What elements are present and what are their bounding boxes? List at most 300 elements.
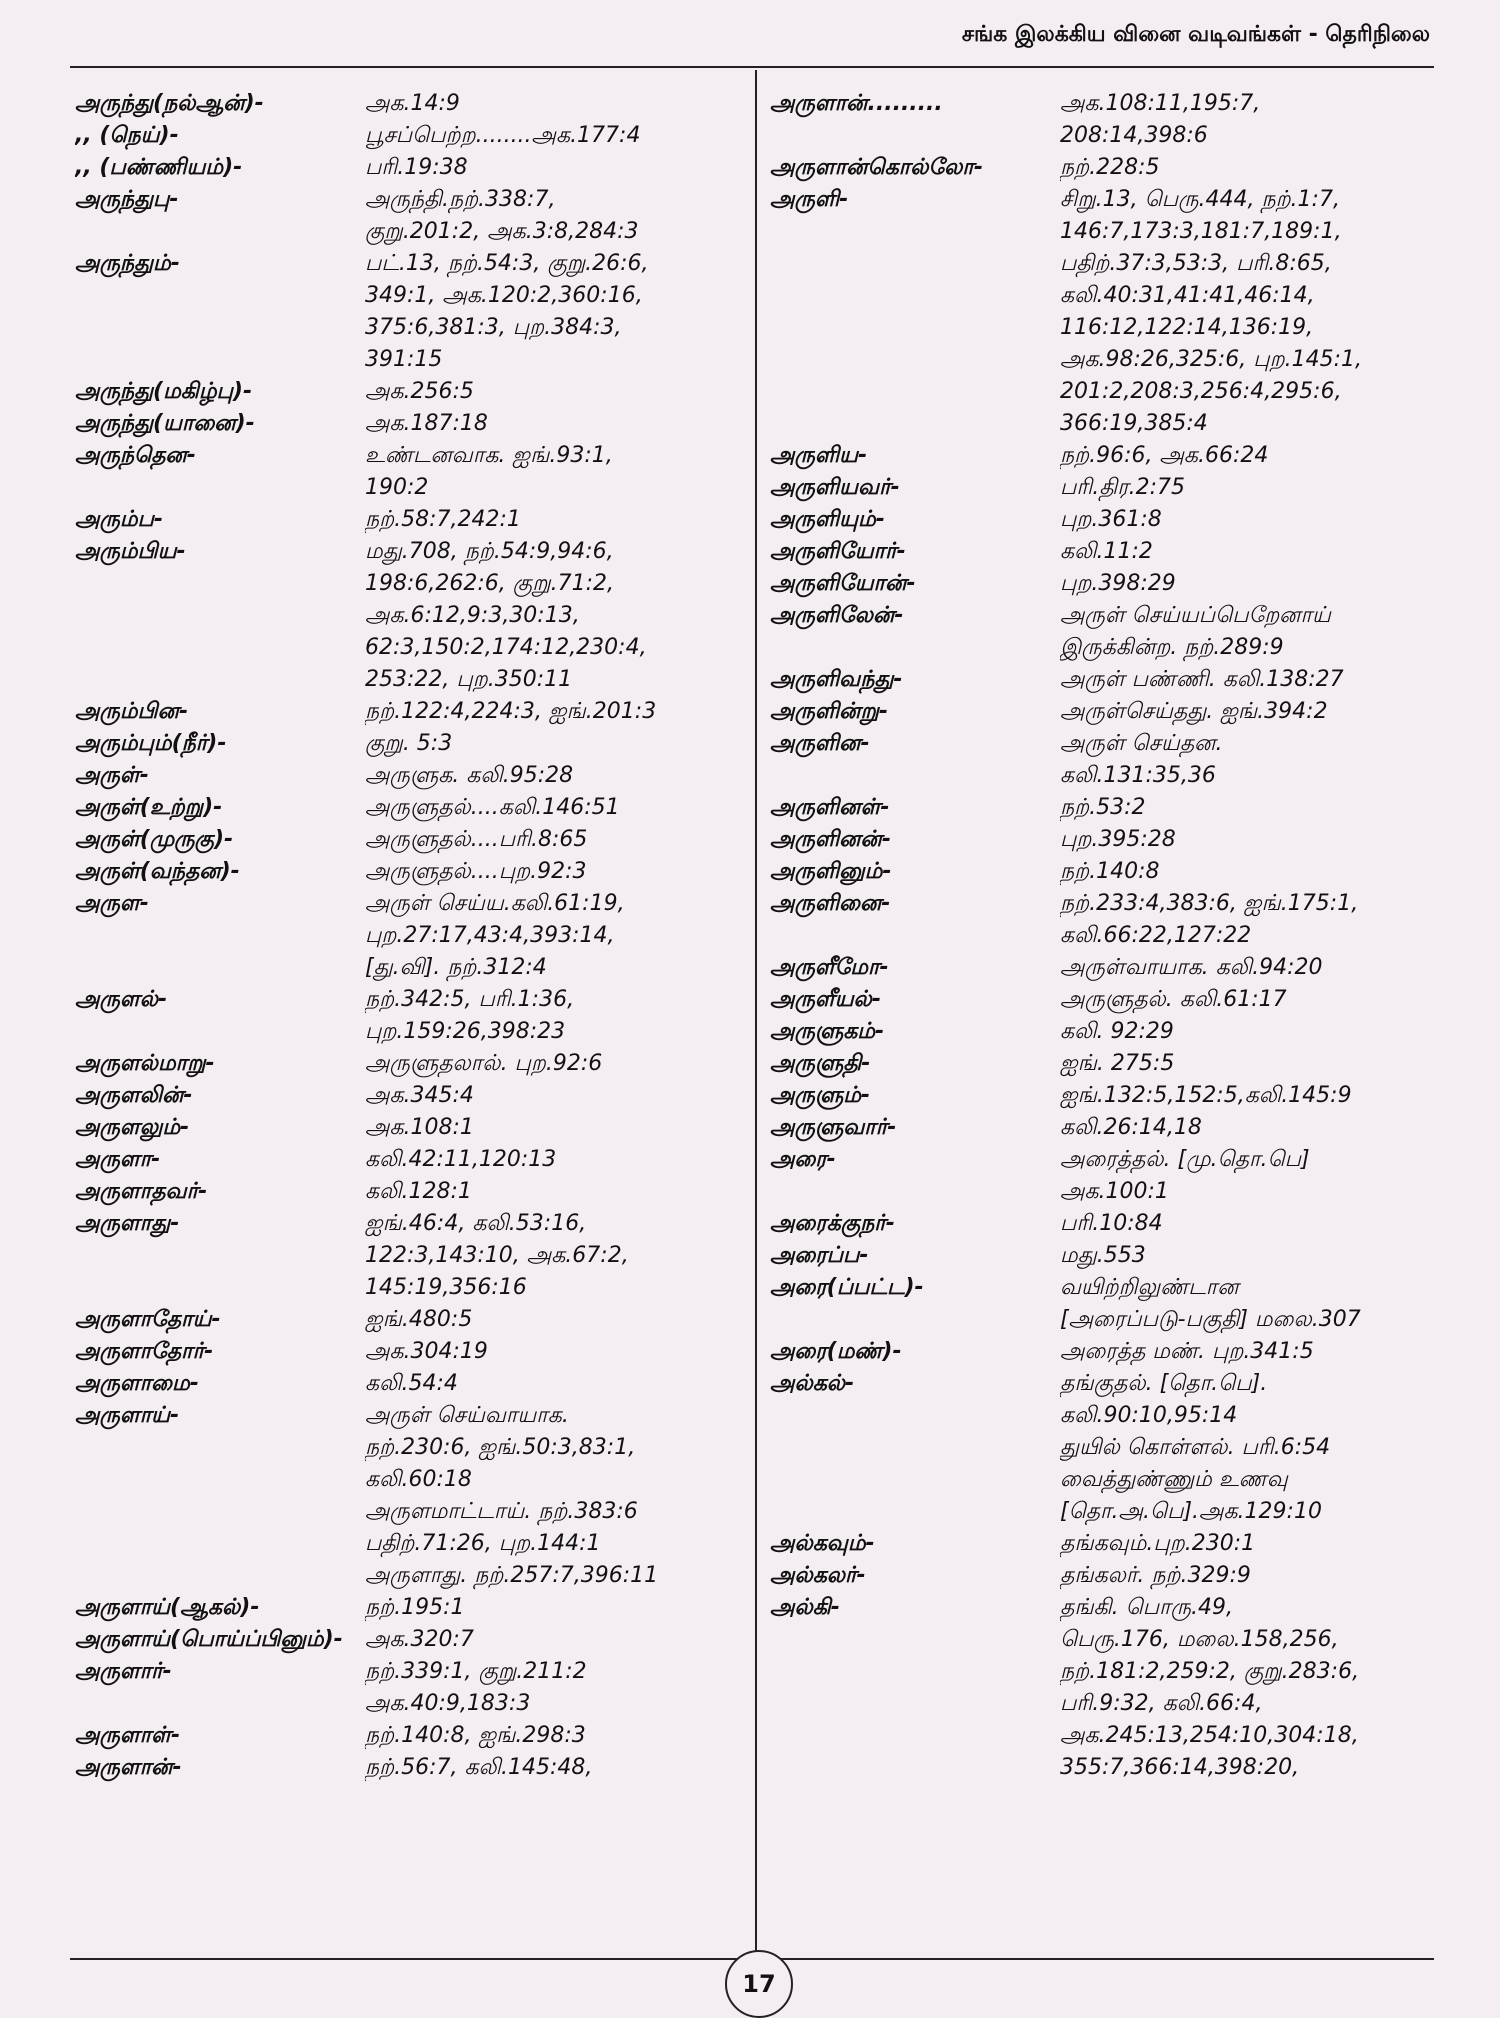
reference-line: 391:15 <box>365 347 443 372</box>
entry-references <box>1060 952 1450 984</box>
index-entry <box>75 1656 745 1720</box>
index-entry <box>75 408 745 440</box>
entry-headword: அல்கல்- <box>770 1371 855 1396</box>
entry-references <box>1060 1240 1450 1272</box>
reference-line: தங்கி. பொரு.49, <box>1060 1595 1233 1620</box>
index-entry <box>75 856 745 888</box>
reference-line: அக.245:13,254:10,304:18, <box>1060 1723 1359 1748</box>
entry-headword: அருள்(முருகு)- <box>75 827 234 852</box>
reference-line: அக.14:9 <box>365 91 460 116</box>
reference-line: 198:6,262:6, குறு.71:2, <box>365 571 614 596</box>
reference-line: பெரு.176, மலை.158,256, <box>1060 1627 1339 1652</box>
entry-references <box>365 376 745 408</box>
entry-headword: அருளினை- <box>770 891 891 916</box>
entry-headword: அருளாய்- <box>75 1403 180 1428</box>
reference-line: அக.320:7 <box>365 1627 474 1652</box>
index-entry <box>770 1048 1450 1080</box>
reference-line: பதிற்.71:26, புற.144:1 <box>365 1531 601 1556</box>
reference-line: புற.395:28 <box>1060 827 1176 852</box>
index-entry <box>75 1304 745 1336</box>
entry-headword: அருளீயல்- <box>770 987 881 1012</box>
entry-headword: அரும்பிய- <box>75 539 186 564</box>
entry-headword: அருளுகம்- <box>770 1019 885 1044</box>
reference-line: அருள் பண்ணி. கலி.138:27 <box>1060 667 1344 692</box>
entry-references <box>1060 1336 1450 1368</box>
index-entry <box>75 1368 745 1400</box>
entry-references <box>365 536 745 696</box>
index-entry <box>75 1080 745 1112</box>
entry-references <box>1060 472 1450 504</box>
entry-references <box>365 1656 745 1720</box>
index-entry <box>75 1400 745 1592</box>
index-entry <box>770 1112 1450 1144</box>
entry-headword: அருளான்......... <box>770 91 943 116</box>
index-entry <box>770 696 1450 728</box>
reference-line: புற.361:8 <box>1060 507 1162 532</box>
reference-line: 122:3,143:10, அக.67:2, <box>365 1243 629 1268</box>
reference-line: 375:6,381:3, புற.384:3, <box>365 315 622 340</box>
reference-line: கலி. 92:29 <box>1060 1019 1174 1044</box>
entry-headword: அல்கி- <box>770 1595 840 1620</box>
entry-references <box>365 120 745 152</box>
index-entry <box>770 1016 1450 1048</box>
entry-headword: அருளியோன்- <box>770 571 916 596</box>
entry-headword: அருளாது- <box>75 1211 180 1236</box>
reference-line: நற்.228:5 <box>1060 155 1160 180</box>
entry-references <box>1060 1528 1450 1560</box>
index-entry <box>75 1048 745 1080</box>
reference-line: அருளமாட்டாய். நற்.383:6 <box>365 1499 638 1524</box>
entry-references <box>1060 440 1450 472</box>
reference-line: புற.398:29 <box>1060 571 1176 596</box>
entry-headword: அரைக்குநர்- <box>770 1211 895 1236</box>
index-entry <box>75 504 745 536</box>
reference-line: அருள் செய்ய.கலி.61:19, <box>365 891 625 916</box>
reference-line: கலி.42:11,120:13 <box>365 1147 557 1172</box>
index-entry <box>75 152 745 184</box>
entry-headword: ,, (பண்ணியம்)- <box>75 155 243 180</box>
reference-line: கலி.66:22,127:22 <box>1060 923 1252 948</box>
entry-headword: அருளான்- <box>75 1755 182 1780</box>
index-entry <box>770 536 1450 568</box>
reference-line: 116:12,122:14,136:19, <box>1060 315 1314 340</box>
reference-line: 208:14,398:6 <box>1060 123 1208 148</box>
reference-line: தங்கலர். நற்.329:9 <box>1060 1563 1251 1588</box>
index-entry <box>75 984 745 1048</box>
reference-line: [அரைப்படு-பகுதி] மலை.307 <box>1060 1307 1361 1332</box>
entry-references <box>1060 88 1450 152</box>
reference-line: அருளுக. கலி.95:28 <box>365 763 574 788</box>
reference-line: அருளுதல். கலி.61:17 <box>1060 987 1287 1012</box>
index-entry <box>770 824 1450 856</box>
reference-line: அருள் செய்வாயாக. <box>365 1403 569 1428</box>
entry-references <box>1060 1016 1450 1048</box>
index-entry <box>770 1368 1450 1528</box>
reference-line: பரி.9:32, கலி.66:4, <box>1060 1691 1263 1716</box>
reference-line: அக.40:9,183:3 <box>365 1691 531 1716</box>
index-entry <box>75 1112 745 1144</box>
entry-references <box>365 1144 745 1176</box>
reference-line: நற்.58:7,242:1 <box>365 507 521 532</box>
index-entry <box>770 472 1450 504</box>
index-entry <box>770 1336 1450 1368</box>
entry-references <box>365 984 745 1048</box>
entry-headword: அருள்(வந்தன)- <box>75 859 240 884</box>
index-entry <box>75 248 745 376</box>
entry-headword: அருந்துபு- <box>75 187 179 212</box>
entry-references <box>1060 600 1450 664</box>
reference-line: 201:2,208:3,256:4,295:6, <box>1060 379 1342 404</box>
reference-line: நற்.195:1 <box>365 1595 465 1620</box>
index-entry <box>770 1208 1450 1240</box>
reference-line: அக.108:1 <box>365 1115 474 1140</box>
reference-line: துயில் கொள்ளல். பரி.6:54 <box>1060 1435 1331 1460</box>
index-entry <box>770 1080 1450 1112</box>
index-entry <box>75 792 745 824</box>
reference-line: மது.708, நற்.54:9,94:6, <box>365 539 614 564</box>
index-entry <box>75 760 745 792</box>
reference-line: அருள் செய்தன. <box>1060 731 1223 756</box>
reference-line: அருள் செய்யப்பெறேனாய் <box>1060 603 1331 628</box>
index-entry <box>75 120 745 152</box>
reference-line: இருக்கின்ற. நற்.289:9 <box>1060 635 1284 660</box>
entry-references <box>1060 184 1450 440</box>
entry-references <box>365 888 745 984</box>
top-rule <box>70 66 1434 68</box>
index-entry <box>75 1624 745 1656</box>
reference-line: அருள்வாயாக. கலி.94:20 <box>1060 955 1323 980</box>
entry-references <box>365 88 745 120</box>
entry-references <box>1060 568 1450 600</box>
entry-references <box>365 792 745 824</box>
entry-references <box>1060 152 1450 184</box>
entry-headword: அருந்தும்- <box>75 251 180 276</box>
index-entry <box>75 440 745 504</box>
entry-headword: அருளின்று- <box>770 699 889 724</box>
reference-line: கலி.60:18 <box>365 1467 472 1492</box>
index-entry <box>75 1720 745 1752</box>
running-header: சங்க இலக்கிய வினை வடிவங்கள் - தெரிநிலை <box>961 22 1430 47</box>
reference-line: தங்கவும்.புற.230:1 <box>1060 1531 1256 1556</box>
reference-line: நற்.140:8, ஐங்.298:3 <box>365 1723 586 1748</box>
entry-headword: அருந்து(மகிழ்பு)- <box>75 379 253 404</box>
entry-references <box>1060 536 1450 568</box>
index-entry <box>770 88 1450 152</box>
entry-references <box>1060 984 1450 1016</box>
entry-references <box>365 1368 745 1400</box>
reference-line: பரி.10:84 <box>1060 1211 1163 1236</box>
reference-line: வைத்துண்ணும் உணவு <box>1060 1467 1288 1492</box>
reference-line: நற்.53:2 <box>1060 795 1146 820</box>
entry-headword: அருளல்மாறு- <box>75 1051 215 1076</box>
reference-line: பரி.19:38 <box>365 155 468 180</box>
entry-headword: அருளல்- <box>75 987 168 1012</box>
entry-headword: அரைப்ப- <box>770 1243 869 1268</box>
entry-headword: அருளலும்- <box>75 1115 190 1140</box>
entry-references <box>365 1176 745 1208</box>
entry-headword: அல்கவும்- <box>770 1531 875 1556</box>
reference-line: அக.108:11,195:7, <box>1060 91 1261 116</box>
reference-line: தங்குதல். [தொ.பெ]. <box>1060 1371 1268 1396</box>
entry-references <box>365 1336 745 1368</box>
entry-references <box>1060 504 1450 536</box>
reference-line: கலி.54:4 <box>365 1371 458 1396</box>
reference-line: 349:1, அக.120:2,360:16, <box>365 283 643 308</box>
reference-line: அருளாது. நற்.257:7,396:11 <box>365 1563 659 1588</box>
entry-references <box>1060 888 1450 952</box>
reference-line: அருள்செய்தது. ஐங்.394:2 <box>1060 699 1328 724</box>
reference-line: குறு. 5:3 <box>365 731 453 756</box>
reference-line: அக.6:12,9:3,30:13, <box>365 603 580 628</box>
reference-line: கலி.26:14,18 <box>1060 1115 1202 1140</box>
entry-headword: அருளாதோர்- <box>75 1339 214 1364</box>
entry-references <box>365 504 745 536</box>
reference-line: 145:19,356:16 <box>365 1275 527 1300</box>
entry-references <box>365 760 745 792</box>
reference-line: நற்.233:4,383:6, ஐங்.175:1, <box>1060 891 1359 916</box>
entry-headword: அல்கலர்- <box>770 1563 866 1588</box>
entry-headword: அருளாதவர்- <box>75 1179 208 1204</box>
index-entry <box>75 1144 745 1176</box>
entry-references <box>365 1624 745 1656</box>
left-column <box>75 88 745 1784</box>
index-entry <box>75 376 745 408</box>
reference-line: பட்.13, நற்.54:3, குறு.26:6, <box>365 251 649 276</box>
entry-references <box>365 1400 745 1592</box>
index-entry <box>770 600 1450 664</box>
entry-references <box>1060 1080 1450 1112</box>
entry-headword: அருளான்கொல்லோ- <box>770 155 983 180</box>
entry-headword: அருள்(உற்று)- <box>75 795 223 820</box>
entry-headword: அருளினன்- <box>770 827 891 852</box>
reference-line: 355:7,366:14,398:20, <box>1060 1755 1300 1780</box>
entry-headword: அருளியும்- <box>770 507 885 532</box>
reference-line: கலி.40:31,41:41,46:14, <box>1060 283 1315 308</box>
entry-references <box>365 184 745 248</box>
reference-line: ஐங்.132:5,152:5,கலி.145:9 <box>1060 1083 1352 1108</box>
entry-references <box>365 728 745 760</box>
index-entry <box>75 88 745 120</box>
index-entry <box>75 888 745 984</box>
index-entry <box>770 440 1450 472</box>
entry-references <box>1060 1112 1450 1144</box>
reference-line: அருளுதலால். புற.92:6 <box>365 1051 603 1076</box>
entry-headword: அருளி- <box>770 187 849 212</box>
column-divider <box>755 70 757 1960</box>
reference-line: குறு.201:2, அக.3:8,284:3 <box>365 219 639 244</box>
index-entry <box>75 536 745 696</box>
index-entry <box>770 568 1450 600</box>
reference-line: அக.98:26,325:6, புற.145:1, <box>1060 347 1363 372</box>
reference-line: நற்.122:4,224:3, ஐங்.201:3 <box>365 699 657 724</box>
reference-line: அரைத்தல். [மு.தொ.பெ] <box>1060 1147 1310 1172</box>
entry-headword: அருளினள்- <box>770 795 890 820</box>
entry-references <box>1060 824 1450 856</box>
entry-references <box>1060 1592 1450 1784</box>
reference-line: அருளுதல்....கலி.146:51 <box>365 795 620 820</box>
entry-references <box>1060 1368 1450 1528</box>
index-entry <box>75 1592 745 1624</box>
entry-headword: அருளும்- <box>770 1083 871 1108</box>
entry-headword: ,, (நெய்)- <box>75 123 179 148</box>
reference-line: நற்.140:8 <box>1060 859 1160 884</box>
reference-line: நற்.181:2,259:2, குறு.283:6, <box>1060 1659 1360 1684</box>
index-entry <box>770 504 1450 536</box>
entry-references <box>1060 792 1450 824</box>
index-entry <box>770 1144 1450 1208</box>
entry-references <box>1060 1560 1450 1592</box>
entry-references <box>365 1720 745 1752</box>
entry-references <box>1060 1272 1450 1336</box>
entry-references <box>1060 696 1450 728</box>
index-entry <box>770 1272 1450 1336</box>
reference-line: 190:2 <box>365 475 429 500</box>
reference-line: நற்.339:1, குறு.211:2 <box>365 1659 587 1684</box>
reference-line: நற்.56:7, கலி.145:48, <box>365 1755 593 1780</box>
index-entry <box>770 792 1450 824</box>
index-entry <box>75 1752 745 1784</box>
entry-references <box>1060 1208 1450 1240</box>
reference-line: கலி.90:10,95:14 <box>1060 1403 1238 1428</box>
entry-headword: அருளாதோய்- <box>75 1307 221 1332</box>
index-entry <box>770 984 1450 1016</box>
reference-line: உண்டனவாக. ஐங்.93:1, <box>365 443 613 468</box>
entry-headword: அரை- <box>770 1147 836 1172</box>
reference-line: பரி.திர.2:75 <box>1060 475 1185 500</box>
entry-references <box>365 440 745 504</box>
entry-headword: அருளிலேன்- <box>770 603 904 628</box>
reference-line: அருளுதல்....புற.92:3 <box>365 859 587 884</box>
index-entry <box>75 696 745 728</box>
reference-line: நற்.96:6, அக.66:24 <box>1060 443 1269 468</box>
index-entry <box>770 728 1450 792</box>
page-number: 17 <box>725 1950 793 2018</box>
entry-headword: அருந்து(யானை)- <box>75 411 255 436</box>
entry-references <box>1060 1144 1450 1208</box>
entry-headword: அரும்ப- <box>75 507 164 532</box>
index-entry <box>770 1240 1450 1272</box>
index-entry <box>770 888 1450 952</box>
reference-line: அக.187:18 <box>365 411 488 436</box>
index-entry <box>75 728 745 760</box>
entry-headword: அருளாய்(ஆகல்)- <box>75 1595 260 1620</box>
entry-headword: அருளினும்- <box>770 859 892 884</box>
entry-headword: அருள்- <box>75 763 149 788</box>
entry-headword: அருள- <box>75 891 149 916</box>
entry-references <box>365 1112 745 1144</box>
reference-line: அக.100:1 <box>1060 1179 1169 1204</box>
entry-headword: அருளியவர்- <box>770 475 900 500</box>
reference-line: அக.304:19 <box>365 1339 488 1364</box>
index-entry <box>75 824 745 856</box>
reference-line: மது.553 <box>1060 1243 1146 1268</box>
reference-line: கலி.128:1 <box>365 1179 472 1204</box>
reference-line: சிறு.13, பெரு.444, நற்.1:7, <box>1060 187 1340 212</box>
index-entry <box>770 664 1450 696</box>
entry-references <box>365 248 745 376</box>
entry-references <box>365 1752 745 1784</box>
index-entry <box>770 1528 1450 1560</box>
entry-references <box>365 1592 745 1624</box>
reference-line: பூசப்பெற்ற........அக.177:4 <box>365 123 641 148</box>
reference-line: நற்.230:6, ஐங்.50:3,83:1, <box>365 1435 636 1460</box>
reference-line: பதிற்.37:3,53:3, பரி.8:65, <box>1060 251 1332 276</box>
entry-references <box>1060 856 1450 888</box>
reference-line: [தொ.அ.பெ].அக.129:10 <box>1060 1499 1322 1524</box>
reference-line: 253:22, புற.350:11 <box>365 667 573 692</box>
index-entry <box>75 184 745 248</box>
entry-headword: அரை(மண்)- <box>770 1339 902 1364</box>
entry-headword: அருளாய்(பொய்ப்பினும்)- <box>75 1627 343 1652</box>
entry-headword: அருளிய- <box>770 443 868 468</box>
reference-line: புற.27:17,43:4,393:14, <box>365 923 615 948</box>
index-entry <box>770 184 1450 440</box>
entry-references <box>1060 728 1450 792</box>
entry-headword: அருளின- <box>770 731 870 756</box>
entry-references <box>365 1304 745 1336</box>
reference-line: கலி.11:2 <box>1060 539 1153 564</box>
reference-line: ஐங்.480:5 <box>365 1307 473 1332</box>
index-entry <box>770 856 1450 888</box>
entry-headword: அருளுதி- <box>770 1051 871 1076</box>
entry-headword: அருளாமை- <box>75 1371 199 1396</box>
reference-line: 366:19,385:4 <box>1060 411 1208 436</box>
entry-headword: அருளுவார்- <box>770 1115 897 1140</box>
reference-line: அக.345:4 <box>365 1083 474 1108</box>
entry-references <box>365 1048 745 1080</box>
entry-headword: அரை(ப்பட்ட)- <box>770 1275 924 1300</box>
entry-headword: அருளாள்- <box>75 1723 181 1748</box>
index-entry <box>770 952 1450 984</box>
entry-references <box>1060 1048 1450 1080</box>
index-entry <box>75 1208 745 1304</box>
reference-line: நற்.342:5, பரி.1:36, <box>365 987 575 1012</box>
reference-line: அருந்தி.நற்.338:7, <box>365 187 556 212</box>
reference-line: அரைத்த மண். புற.341:5 <box>1060 1339 1314 1364</box>
reference-line: அருளுதல்....பரி.8:65 <box>365 827 588 852</box>
entry-headword: அருளலின்- <box>75 1083 193 1108</box>
index-entry <box>75 1336 745 1368</box>
reference-line: [து.வி]. நற்.312:4 <box>365 955 547 980</box>
entry-headword: அருளியோர்- <box>770 539 906 564</box>
entry-references <box>365 856 745 888</box>
entry-references <box>365 408 745 440</box>
index-entry <box>770 1592 1450 1784</box>
entry-references <box>365 1208 745 1304</box>
reference-line: ஐங். 275:5 <box>1060 1051 1175 1076</box>
entry-references <box>1060 664 1450 696</box>
index-entry <box>770 152 1450 184</box>
index-entry <box>770 1560 1450 1592</box>
reference-line: வயிற்றிலுண்டான <box>1060 1275 1239 1300</box>
entry-headword: அருளீமோ- <box>770 955 889 980</box>
reference-line: 146:7,173:3,181:7,189:1, <box>1060 219 1342 244</box>
entry-headword: அருந்து(நல்ஆன்)- <box>75 91 264 116</box>
right-column <box>770 88 1450 1784</box>
reference-line: 62:3,150:2,174:12,230:4, <box>365 635 647 660</box>
entry-references <box>365 1080 745 1112</box>
reference-line: அக.256:5 <box>365 379 474 404</box>
entry-references <box>365 696 745 728</box>
entry-headword: அரும்பின- <box>75 699 189 724</box>
index-entry <box>75 1176 745 1208</box>
entry-references <box>365 824 745 856</box>
entry-references <box>365 152 745 184</box>
reference-line: புற.159:26,398:23 <box>365 1019 566 1044</box>
entry-headword: அரும்பும்(நீர்)- <box>75 731 227 756</box>
reference-line: கலி.131:35,36 <box>1060 763 1216 788</box>
entry-headword: அருந்தென- <box>75 443 196 468</box>
